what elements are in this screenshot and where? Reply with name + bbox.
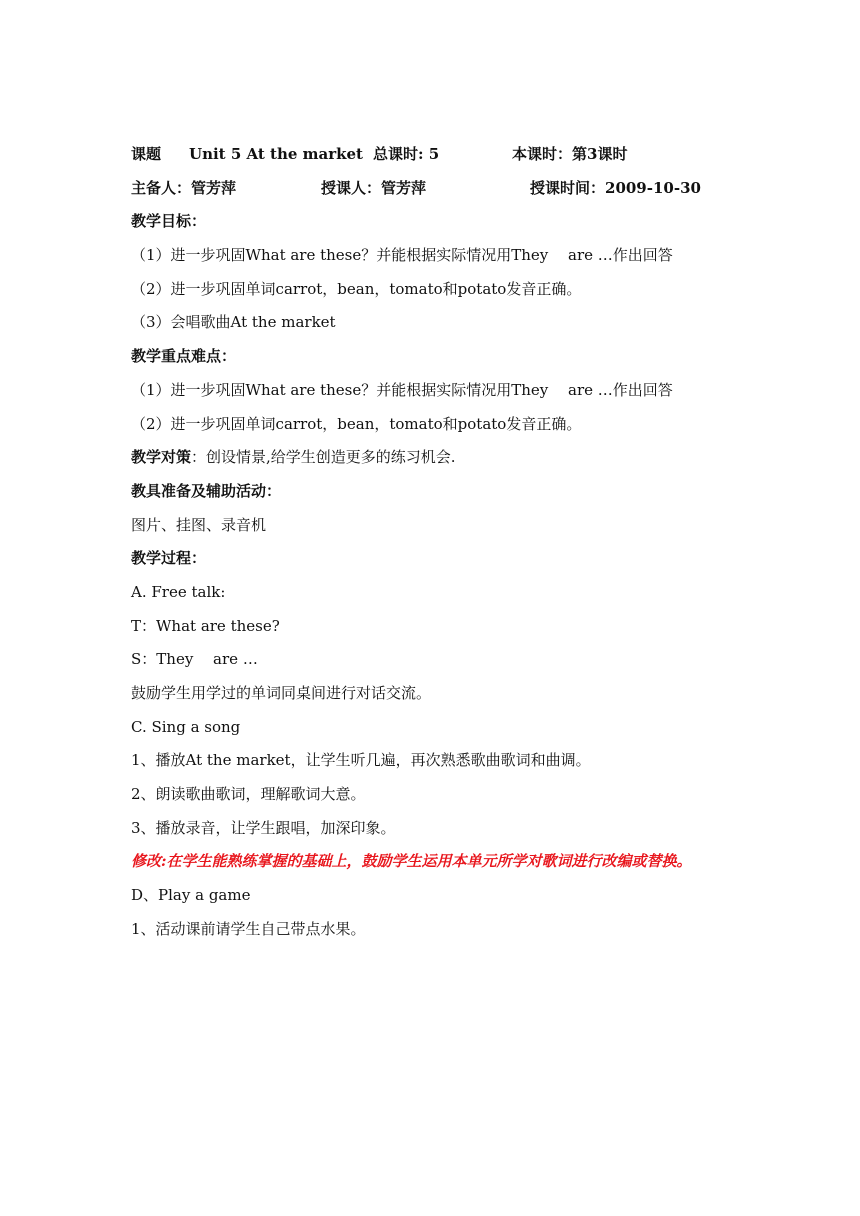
- total-periods: 总课时: 5: [373, 145, 440, 163]
- objectives-heading: 教学目标：: [131, 212, 207, 231]
- key-point-item: （1）进一步巩固What are these？并能根据实际情况用They are …作出回答: [131, 380, 673, 399]
- section-a-line: T：What are these?: [131, 616, 280, 635]
- section-a-title: A. Free talk:: [131, 582, 226, 601]
- section-c-line: 1、播放At the market，让学生听几遍，再次熟悉歌曲歌词和曲调。: [131, 751, 591, 770]
- section-c-line: 3、播放录音，让学生跟唱，加深印象。: [131, 818, 396, 837]
- aids-heading: 教具准备及辅助活动：: [131, 481, 282, 500]
- section-a-line: S：They are …: [131, 650, 258, 669]
- strategy-line: [131, 441, 741, 475]
- lesson-date: 授课时间：2009-10-30: [530, 178, 701, 197]
- header-row-2: [131, 172, 741, 206]
- objective-item: （1）进一步巩固What are these？并能根据实际情况用They are …作出回答: [131, 246, 673, 265]
- key-point-item: （2）进一步巩固单词carrot，bean，tomato和potato发音正确。: [131, 414, 582, 433]
- strategy-label: 教学对策: [131, 448, 192, 467]
- objective-item: （3）会唱歌曲At the market: [131, 313, 336, 332]
- topic-label: 课题: [131, 145, 162, 163]
- this-period: 本课时：第3课时: [512, 145, 628, 163]
- preparer: 主备人：管芳萍: [131, 178, 237, 197]
- teacher: 授课人：管芳萍: [321, 178, 427, 197]
- process-heading: 教学过程：: [131, 549, 207, 568]
- header-row-1: [131, 138, 741, 172]
- section-d-line: 1、活动课前请学生自己带点水果。: [131, 919, 366, 938]
- objective-item: （2）进一步巩固单词carrot，bean，tomato和potato发音正确。: [131, 279, 582, 298]
- section-c-title: C. Sing a song: [131, 717, 241, 736]
- strategy-text: ：创设情景,给学生创造更多的练习机会.: [191, 448, 456, 467]
- topic-value: Unit 5 At the market: [189, 145, 363, 163]
- section-c-line: 2、朗读歌曲歌词，理解歌词大意。: [131, 785, 366, 804]
- lesson-plan-page: [131, 138, 741, 947]
- section-d-title: D、Play a game: [131, 886, 251, 905]
- key-points-heading: 教学重点难点：: [131, 347, 237, 366]
- revision-note: 修改:在学生能熟练掌握的基础上，鼓励学生运用本单元所学对歌词进行改编或替换。: [131, 852, 692, 871]
- aids-text: 图片、挂图、录音机: [131, 515, 267, 534]
- section-a-line: 鼓励学生用学过的单词同桌间进行对话交流。: [131, 684, 432, 703]
